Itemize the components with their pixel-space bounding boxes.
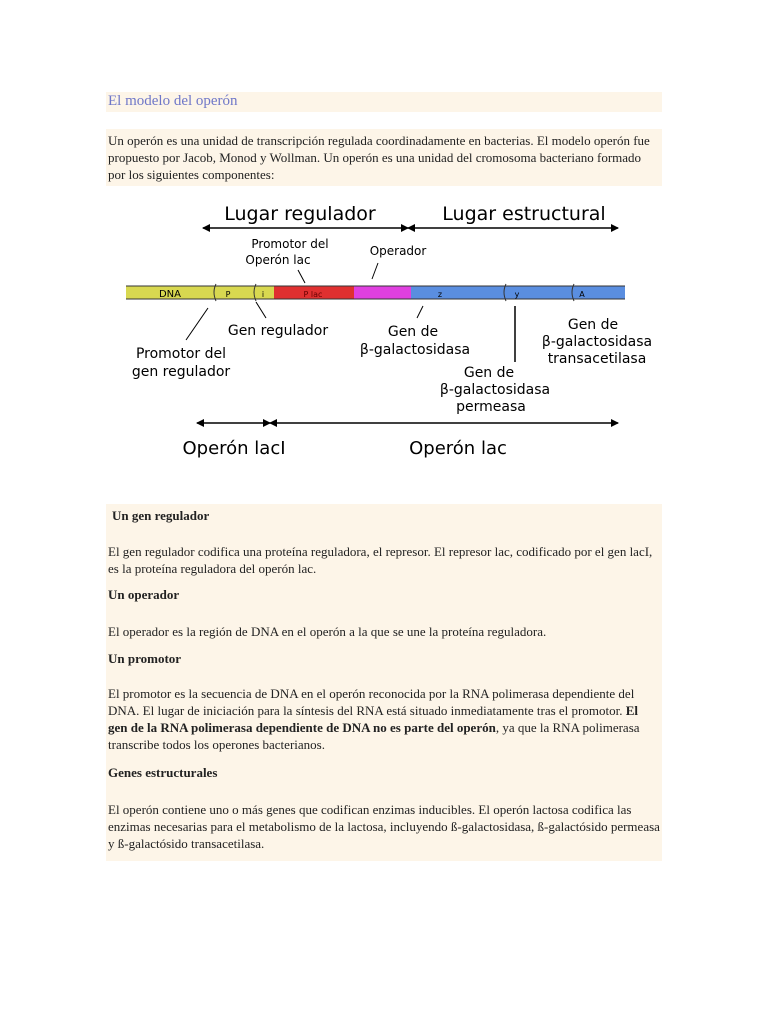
operon-laci-label: Operón lacI [182, 438, 286, 459]
operador-pointer [372, 263, 378, 279]
promotor-text-part-2: , ya que la RNA polimerasa transcribe todos los operones bacterianos. [108, 720, 640, 752]
section-text-gen-regulador: El gen regulador codifica una proteína reguladora, el represor. El represor lac, codificado por el gen lacI, es la proteína reguladora del operón lac. [108, 544, 653, 576]
promotor-text-bold: El gen de la RNA polimerasa dependiente de DNA no es parte del operón [108, 703, 638, 735]
operator-segment [354, 286, 411, 299]
y-segment-label: y [514, 290, 520, 299]
promotor-text-part-1: El promotor es la secuencia de DNA en el operón reconocida por la RNA polimerasa dependiente del DNA. El lugar de iniciación para la síntesis del RNA está situado inmediatamente tras el promotor. [108, 686, 635, 718]
gen-regulador-label: Gen regulador [227, 323, 329, 339]
gen-bgal-label-1: Gen de [387, 324, 439, 340]
plac-segment-label: P lac [303, 290, 323, 299]
gen-regulador-pointer [256, 302, 266, 318]
gen-bgal-label-2: β-galactosidasa [359, 342, 471, 358]
section-heading-gen-regulador: Un gen regulador [112, 508, 210, 523]
gen-transacetilasa-label-1: Gen de [567, 317, 619, 333]
promotor-gen-label-1: Promotor del [135, 346, 227, 362]
i-segment-label: i [261, 290, 265, 299]
promotor-gen-label-2: gen regulador [131, 364, 231, 380]
section-heading-promotor: Un promotor [108, 651, 182, 666]
section-heading-operador: Un operador [108, 587, 180, 602]
operon-lac-label: Operón lac [409, 438, 507, 459]
page-title: El modelo del operón [108, 93, 238, 109]
promotor-operon-pointer [298, 270, 305, 283]
intro-paragraph: Un operón es una unidad de transcripción regulada coordinadamente en bacterias. El modelo operón fue propuesto por Jacob, Monod y Wollman. Un operón es una unidad del cromosoma bacteriano formado por los siguientes componentes: [108, 133, 650, 182]
a-segment-label: A [579, 290, 585, 299]
p-segment-label: P [225, 290, 231, 299]
gen-permeasa-label-3: permeasa [456, 399, 526, 415]
section-heading-genes-estructurales: Genes estructurales [108, 765, 218, 780]
section-text-genes-estructurales: El operón contiene uno o más genes que codifican enzimas inducibles. El operón lactosa codifica las enzimas necesarias para el metabolismo de la lactosa, incluyendo ß-galactosidasa, ß-galactósido permeasa y ß-galactósido transacetilasa. [108, 802, 660, 851]
lugar-regulador-label: Lugar regulador [224, 203, 376, 225]
promotor-gen-pointer [186, 308, 208, 340]
operador-label: Operador [369, 244, 427, 258]
promotor-operon-label-1: Promotor del [251, 237, 329, 251]
dna-segment-label: DNA [158, 289, 182, 300]
section-text-promotor [108, 685, 660, 753]
gen-permeasa-label-2: β-galactosidasa [439, 382, 551, 398]
operon-diagram [0, 0, 768, 470]
gen-bgal-pointer [417, 306, 423, 318]
gen-permeasa-label-1: Gen de [463, 365, 515, 381]
lugar-estructural-label: Lugar estructural [442, 203, 606, 225]
promotor-operon-label-2: Operón lac [245, 253, 311, 267]
gen-transacetilasa-label-3: transacetilasa [547, 351, 647, 367]
section-text-operador: El operador es la región de DNA en el operón a la que se une la proteína reguladora. [108, 624, 547, 639]
z-segment-label: z [437, 290, 443, 299]
gen-transacetilasa-label-2: β-galactosidasa [541, 334, 653, 350]
dna-segment [126, 286, 274, 299]
